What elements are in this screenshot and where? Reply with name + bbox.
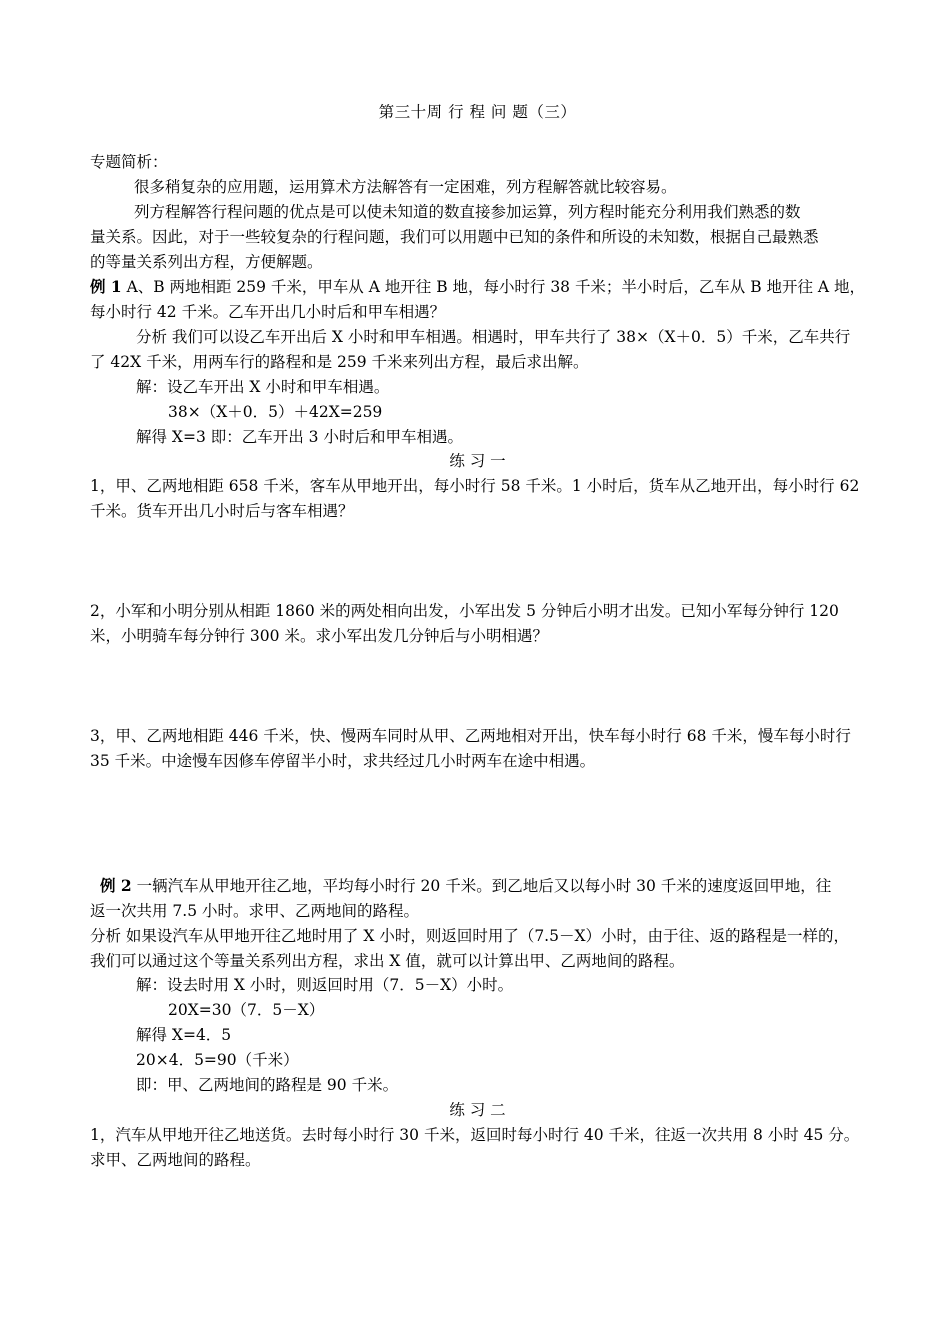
example-1-answer: 解得 X=3 即：乙车开出 3 小时后和甲车相遇。	[136, 428, 463, 446]
intro-paragraph-2-line-3: 的等量关系列出方程，方便解题。	[90, 253, 323, 271]
intro-paragraph-2-line-2: 量关系。因此，对于一些较复杂的行程问题，我们可以用题中已知的条件和所设的未知数，根据自己最熟悉	[90, 228, 819, 246]
example-1-analysis-line-1: 分析 我们可以设乙车开出后 X 小时和甲车相遇。相遇时，甲车共行了 38×（X＋0．5）千米，乙车共行	[136, 328, 851, 346]
practice-1-question-1-line-1: 1，甲、乙两地相距 658 千米，客车从甲地开出，每小时行 58 千米。1 小时后，货车从乙地开出，每小时行 62	[90, 477, 860, 495]
example-2-question-line-1: 例 2 一辆汽车从甲地开往乙地，平均每小时行 20 千米。到乙地后又以每小时 30 千米的速度返回甲地，往	[100, 876, 832, 895]
example-1-analysis-line-2: 了 42X 千米，用两车行的路程和是 259 千米来列出方程，最后求出解。	[90, 353, 589, 371]
practice-1-question-3-line-1: 3，甲、乙两地相距 446 千米，快、慢两车同时从甲、乙两地相对开出，快车每小时行 68 千米，慢车每小时行	[90, 727, 851, 745]
example-2-label: 例 2	[100, 876, 132, 895]
practice-2-question-1-line-2: 求甲、乙两地间的路程。	[90, 1151, 261, 1169]
practice-1-heading: 练 习 一	[449, 452, 506, 470]
example-2-distance-calc: 20×4．5=90（千米）	[136, 1051, 299, 1069]
example-1-label: 例 1	[90, 277, 122, 296]
example-1-equation: 38×（X＋0．5）＋42X=259	[168, 403, 383, 421]
intro-paragraph-1: 很多稍复杂的应用题，运用算术方法解答有一定困难，列方程解答就比较容易。	[134, 178, 677, 196]
practice-1-question-1-line-2: 千米。货车开出几小时后与客车相遇？	[90, 502, 354, 520]
example-1-question-line-1: 例 1 A、B 两地相距 259 千米，甲车从 A 地开往 B 地，每小时行 38 千米；半小时后，乙车从 B 地开往 A 地，	[90, 277, 865, 296]
intro-heading: 专题简析：	[90, 153, 168, 171]
example-1-solution-line-1: 解：设乙车开出 X 小时和甲车相遇。	[136, 378, 390, 396]
practice-2-heading: 练 习 二	[449, 1101, 506, 1119]
practice-1-question-2-line-2: 米，小明骑车每分钟行 300 米。求小军出发几分钟后与小明相遇？	[90, 627, 548, 645]
example-2-answer: 即：甲、乙两地间的路程是 90 千米。	[136, 1076, 399, 1094]
example-2-solve-result: 解得 X=4．5	[136, 1026, 232, 1044]
intro-paragraph-2-line-1: 列方程解答行程问题的优点是可以使未知道的数直接参加运算，列方程时能充分利用我们熟悉的数	[134, 203, 801, 221]
example-2-analysis-line-1: 分析 如果设汽车从甲地开往乙地时用了 X 小时，则返回时用了（7.5－X）小时，由于往、返的路程是一样的，	[90, 927, 850, 945]
practice-1-question-3-line-2: 35 千米。中途慢车因修车停留半小时，求共经过几小时两车在途中相遇。	[90, 752, 596, 770]
example-1-question-line-2: 每小时行 42 千米。乙车开出几小时后和甲车相遇？	[90, 303, 446, 321]
practice-2-question-1-line-1: 1，汽车从甲地开往乙地送货。去时每小时行 30 千米，返回时每小时行 40 千米，往返一次共用 8 小时 45 分。	[90, 1126, 860, 1144]
practice-1-question-2-line-1: 2，小军和小明分别从相距 1860 米的两处相向出发，小军出发 5 分钟后小明才出发。已知小军每分钟行 120	[90, 602, 839, 620]
example-2-equation: 20X=30（7．5－X）	[168, 1001, 325, 1019]
page-title: 第三十周 行 程 问 题（三）	[378, 103, 577, 121]
example-2-question-line-2: 返一次共用 7.5 小时。求甲、乙两地间的路程。	[90, 902, 420, 920]
example-2-analysis-line-2: 我们可以通过这个等量关系列出方程，求出 X 值，就可以计算出甲、乙两地间的路程。	[90, 952, 685, 970]
example-2-solution-line-1: 解：设去时用 X 小时，则返回时用（7．5－X）小时。	[136, 976, 514, 994]
